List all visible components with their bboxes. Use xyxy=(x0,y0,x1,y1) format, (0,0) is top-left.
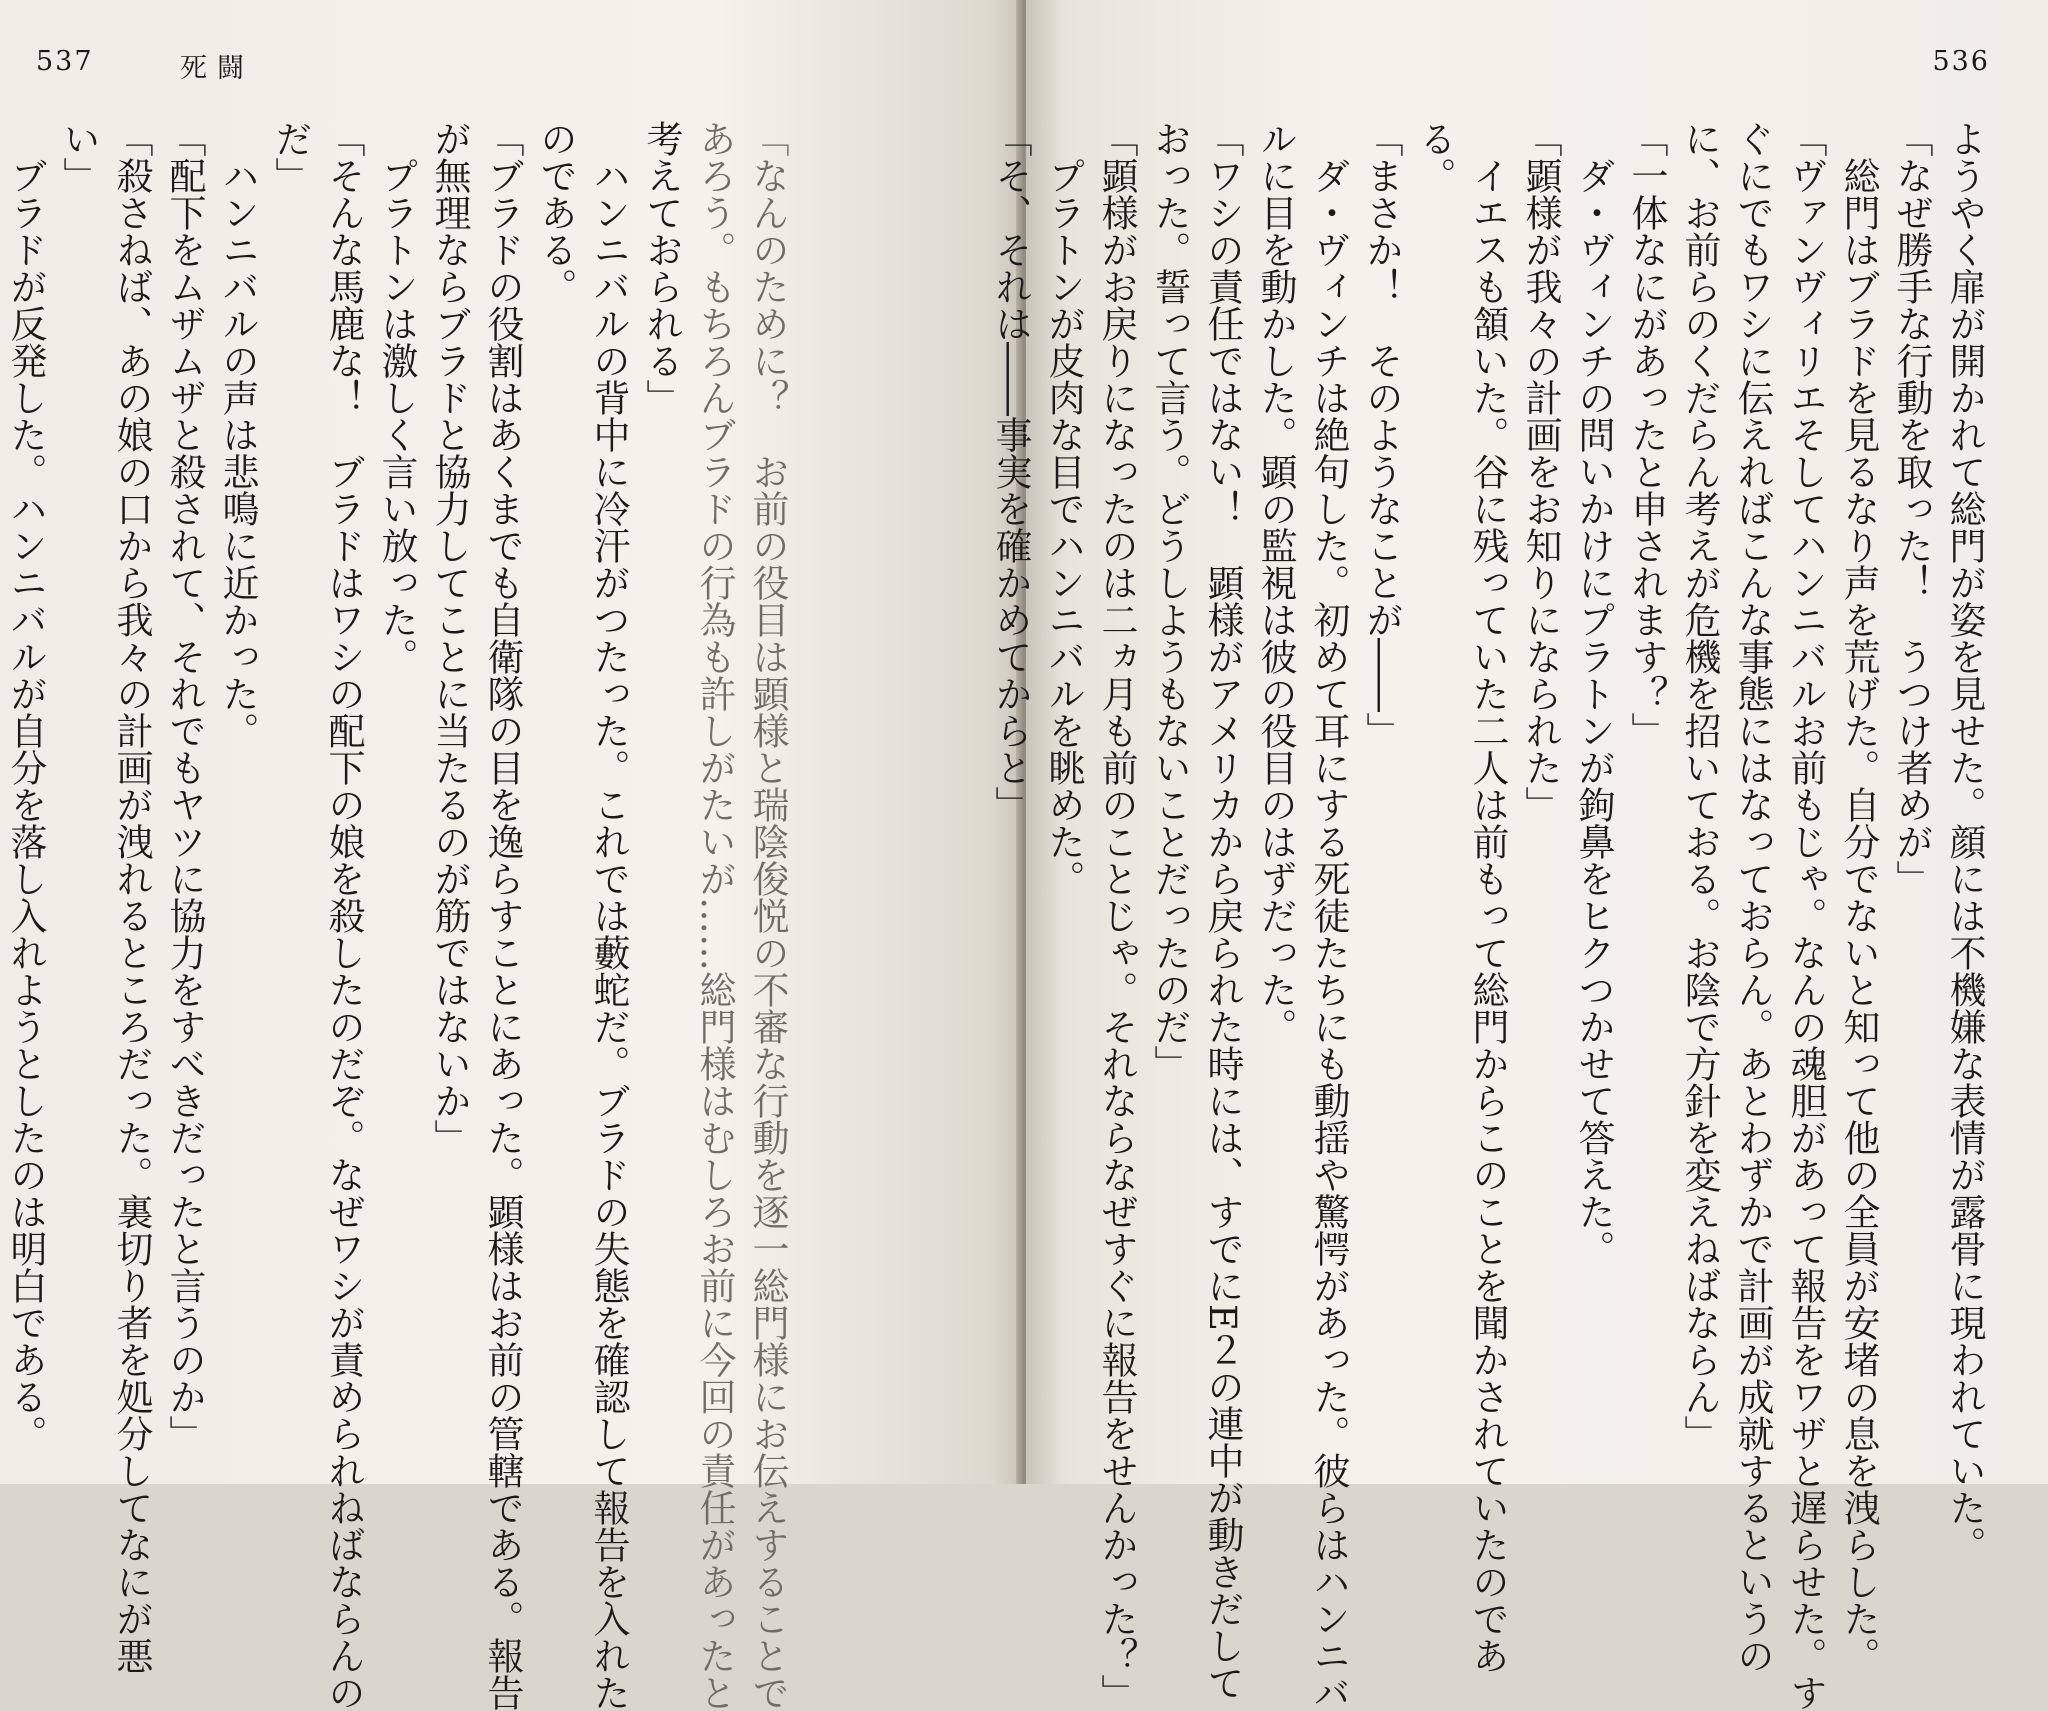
text-line: 「なぜ勝手な行動を取った！ うつけ者めが」 xyxy=(1890,120,1933,897)
text-line: のである。 xyxy=(534,120,577,305)
text-line: 総門はブラドを見るなり声を荒げた。自分でないと知って他の全員が安堵の息を洩らした。 xyxy=(1837,120,1880,1674)
running-title: 死闘 xyxy=(180,53,254,84)
text-line: 「そ、それは――事実を確かめてからと」 xyxy=(989,120,1032,823)
text-line: 「顕様が我々の計画をお知りになられた」 xyxy=(1519,120,1562,823)
text-line: ハンニバルの声は悲鳴に近かった。 xyxy=(216,120,259,749)
right-page-body xyxy=(989,120,1991,1711)
text-line: ブラドが反発した。ハンニバルが自分を落し入れようとしたのは明白である。 xyxy=(4,120,47,1452)
text-line: 「ワシの責任ではない！ 顕様がアメリカから戻られた時には、すでにE２の連中が動きだして xyxy=(1201,120,1244,1702)
text-line: 「ブラドの役割はあくまでも自衛隊の目を逸らすことにあった。顕様はお前の管轄である。報告 xyxy=(481,120,524,1711)
text-line: 「そんな馬鹿な！ ブラドはワシの配下の娘を殺したのだぞ。なぜワシが責められねばならんの xyxy=(322,120,365,1711)
text-line: に、お前らのくだらん考えが危機を招いておる。お陰で方針を変えねばならん」 xyxy=(1678,120,1721,1452)
text-line: 「まさか！ そのようなことが――」 xyxy=(1360,120,1403,749)
text-line: が無理ならブラドと協力してことに当たるのが筋ではないか」 xyxy=(428,120,471,1156)
text-line: おった。誓って言う。どうしようもないことだったのだ」 xyxy=(1148,120,1191,1082)
left-page-body xyxy=(4,120,794,1711)
text-line: プラトンが皮肉な目でハンニバルを眺めた。 xyxy=(1042,120,1085,897)
text-line: ハンニバルの背中に冷汗がつたった。これでは藪蛇だ。ブラドの失態を確認して報告を入れた xyxy=(587,120,630,1711)
text-line: 「配下をムザムザと殺されて、それでもヤツに協力をすべきだったと言うのか」 xyxy=(163,120,206,1452)
text-line: ぐにでもワシに伝えればこんな事態にはなっておらん。あとわずかで計画が成就するというの xyxy=(1731,120,1774,1674)
text-line: あろう。もちろんブラドの行為も許しがたいが……総門様はむしろお前に今回の責任があったと xyxy=(693,120,736,1711)
text-line: 「顕様がお戻りになったのは二ヵ月も前のことじゃ。それならなぜすぐに報告をせんかった？」 xyxy=(1095,120,1138,1711)
text-line: 「一体なにがあったと申されます？」 xyxy=(1625,120,1668,749)
text-line: 「なんのために？ お前の役目は顕様と瑞陰俊悦の不審な行動を逐一総門様にお伝えすることで xyxy=(746,120,789,1711)
text-line: イエスも頷いた。谷に残っていた二人は前もって総門からこのことを聞かされていたのであ xyxy=(1466,120,1509,1674)
text-line: い」 xyxy=(57,120,100,194)
text-line: ダ・ヴィンチは絶句した。初めて耳にする死徒たちにも動揺や驚愕があった。彼らはハンニバ xyxy=(1307,120,1350,1711)
left-page xyxy=(0,0,1022,1711)
text-line: る。 xyxy=(1413,120,1456,194)
text-line: 「ヴァンヴィリエそしてハンニバルお前もじゃ。なんの魂胆があって報告をワザと遅らせた。す xyxy=(1784,120,1827,1711)
text-line: 「殺さねば、あの娘の口から我々の計画が洩れるところだった。裏切り者を処分してなにが悪 xyxy=(110,120,153,1674)
text-line: だ」 xyxy=(269,120,312,194)
right-page xyxy=(989,0,2048,1711)
right-page-number: 536 xyxy=(1932,46,1990,77)
text-line: プラトンは激しく言い放った。 xyxy=(375,120,418,675)
left-page-number: 537 xyxy=(36,46,94,77)
text-line: ルに目を動かした。顕の監視は彼の役目のはずだった。 xyxy=(1254,120,1297,1045)
text-line: ダ・ヴィンチの問いかけにプラトンが鉤鼻をヒクつかせて答えた。 xyxy=(1572,120,1615,1267)
text-line: ようやく扉が開かれて総門が姿を見せた。顔には不機嫌な表情が露骨に現われていた。 xyxy=(1943,120,1986,1563)
text-line: 考えておられる」 xyxy=(640,120,683,416)
